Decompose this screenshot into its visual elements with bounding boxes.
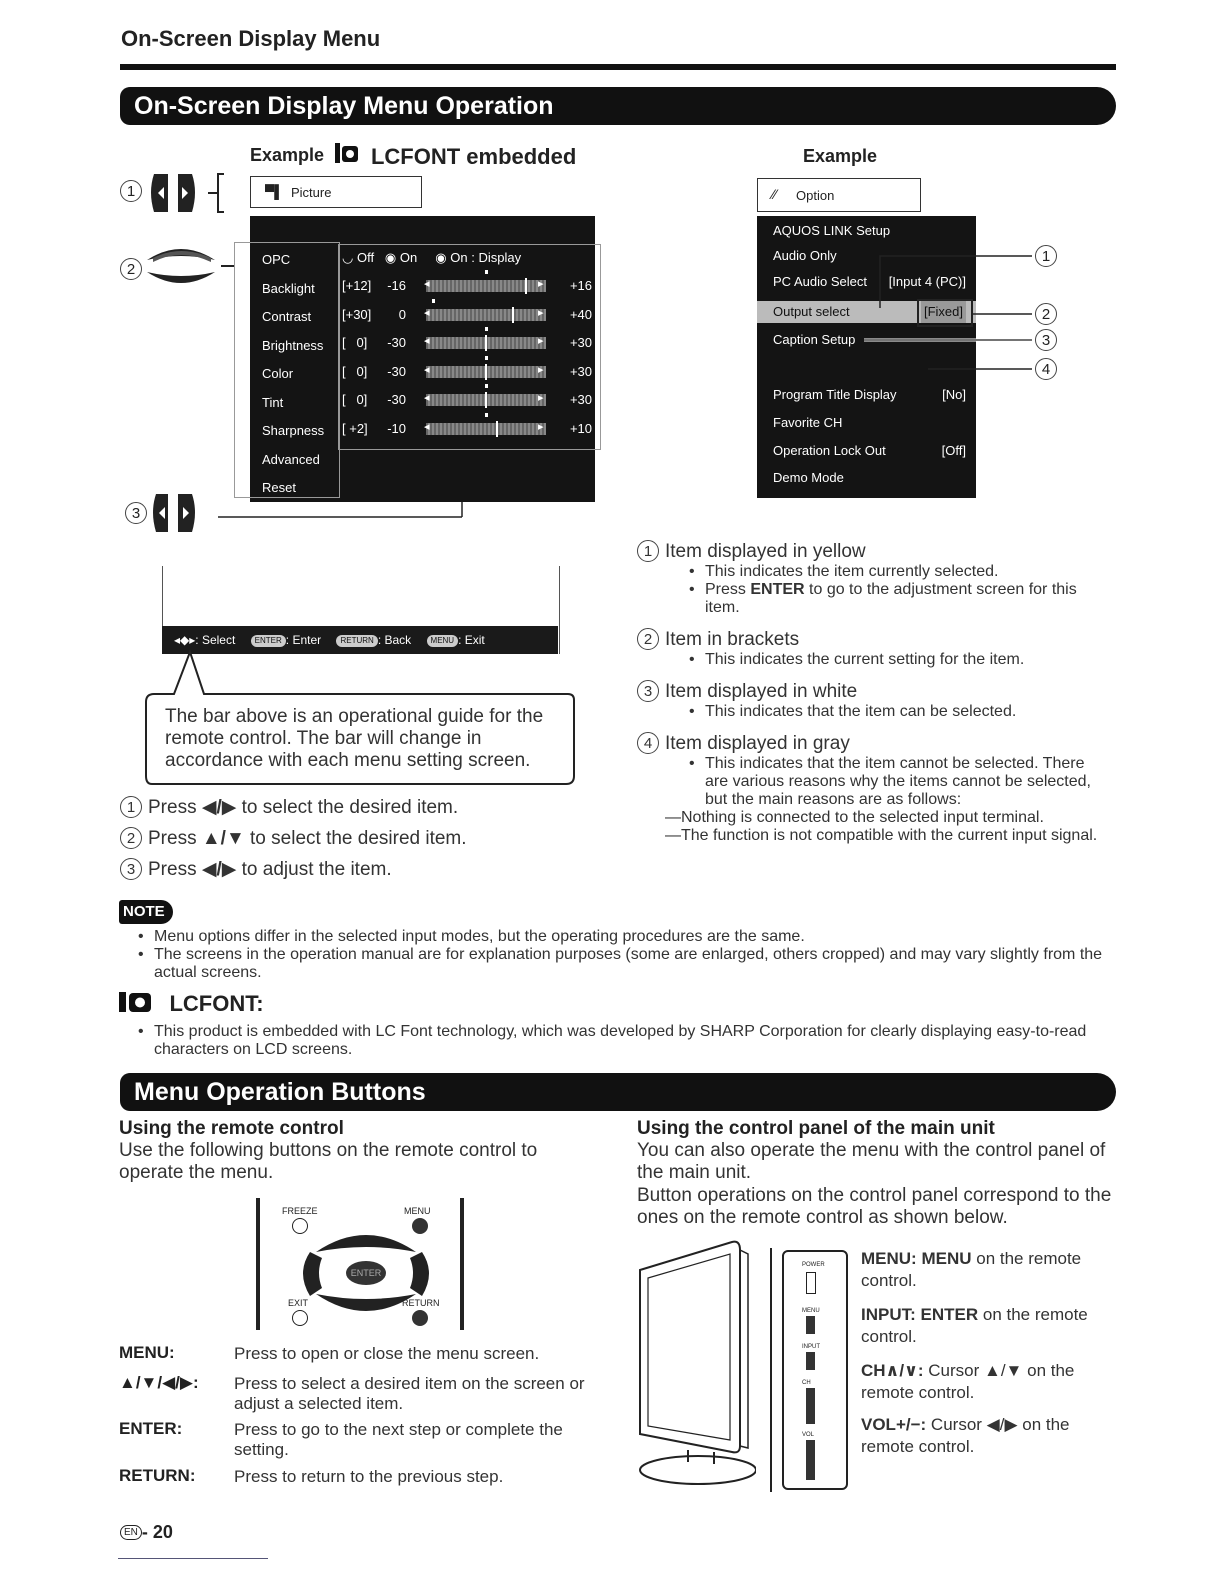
step-1: 1 Press ◀/▶ to select the desired item. (120, 796, 590, 827)
slider-min: -30 (387, 335, 406, 350)
slider-right-arrow-icon: ▸ (538, 335, 544, 347)
svg-text:ENTER: ENTER (350, 1268, 382, 1278)
return-button[interactable] (412, 1310, 428, 1326)
lcfont-logo-icon (119, 990, 155, 1014)
page-number: EN - 20 (120, 1522, 173, 1543)
slider-row (342, 421, 592, 437)
panel-menu-button[interactable] (806, 1316, 815, 1334)
slider-center-mark (485, 356, 488, 360)
example-left-heading (250, 142, 610, 170)
remote-edge-right (460, 1198, 464, 1330)
option-item[interactable] (757, 440, 976, 462)
panel-vol-button[interactable] (806, 1440, 815, 1480)
option-item-label: Demo Mode (773, 470, 844, 485)
slider-bracket-value: [ 0] (342, 363, 368, 379)
panel-intro-2: Button operations on the control panel correspond to the ones on the remote control as shown below. (637, 1185, 1112, 1228)
opc-display-icon: ◉ (435, 250, 447, 265)
option-item-value: [No] (942, 387, 966, 402)
option-item-label: AQUOS LINK Setup (773, 223, 891, 238)
slider-row (342, 278, 592, 294)
enter-key-icon: ENTER (251, 635, 286, 647)
up-down-buttons-icon (143, 242, 238, 292)
slider-center-mark (485, 327, 488, 331)
picture-osd-screen (250, 216, 595, 502)
slider-max: +30 (569, 392, 592, 407)
osd-item-advanced: Advanced (262, 451, 320, 467)
header-rule (120, 64, 1116, 70)
left-button[interactable] (303, 1252, 322, 1296)
marker-3-right: 3 (1035, 329, 1063, 351)
slider-min: 0 (398, 306, 406, 322)
slider-right-arrow-icon: ▸ (538, 363, 544, 376)
slider-right-arrow-icon: ▸ (538, 420, 544, 433)
step-3: 3 Press ◀/▶ to adjust the item. (120, 858, 590, 889)
slider-left-arrow-icon: ◂ (424, 363, 430, 376)
opc-options: ◡ Off ◉ On ◉ On : Display (342, 250, 522, 265)
slider-right-arrow-icon: ▸ (538, 306, 544, 319)
panel-mappings (861, 1248, 1111, 1458)
slider-row (342, 335, 592, 351)
legend-item-1: 1 Item displayed in yellow • This indicates the item currently selected. • Press ENTER to go to the adjustment screen for this item. (637, 540, 1107, 628)
slider-min: -30 (387, 363, 406, 379)
mapping-ch: CH∧/∨: Cursor ▲/▼ on the remote control. (861, 1361, 1075, 1402)
slider-center-mark (485, 270, 488, 274)
slider-knob[interactable] (485, 392, 487, 408)
option-menu-title: ⁄⁄ Option (757, 178, 921, 212)
banner-menu-buttons: Menu Operation Buttons (120, 1073, 1116, 1111)
slider-bracket-value: [+12] (342, 278, 372, 293)
osd-item-contrast: Contrast (262, 309, 312, 324)
return-key-icon: RETURN (336, 635, 377, 647)
section-title: On-Screen Display Menu (121, 26, 381, 51)
right-button[interactable] (410, 1252, 429, 1296)
panel-ch-button[interactable] (806, 1388, 815, 1424)
remote-illustration: FREEZE MENU ENTER EXIT RETURN (256, 1198, 468, 1330)
slider-bracket-value: [+30] (342, 306, 372, 322)
slider-track[interactable] (426, 280, 546, 292)
osd-item-sharpness: Sharpness (262, 423, 325, 438)
mapping-menu: MENU: MENU on the remote control. (861, 1249, 1082, 1290)
slider-max: +30 (569, 335, 592, 350)
slider-knob[interactable] (512, 307, 514, 323)
option-item[interactable] (757, 412, 976, 434)
left-right-buttons-icon (148, 168, 238, 218)
panel-intro-1: You can also operate the menu with the control panel of the main unit. (637, 1140, 1106, 1183)
option-item-value: [Off] (941, 443, 966, 458)
picture-menu-title: ▀▌ Picture (250, 176, 422, 208)
guide-bar: ◂◆▸: Select ENTER : Enter RETURN : Back MENU : Exit (162, 626, 558, 654)
slider-left-arrow-icon: ◂ (424, 278, 430, 290)
legend-item-4: 4 Item displayed in gray • This indicates that the item cannot be selected. There are various reasons why the items cannot be selected, but the main reasons are as follows: —Nothing is connected to the selected input terminal. —The function is not compatible with the current input signal. (637, 732, 1107, 845)
exit-button[interactable] (292, 1310, 308, 1326)
slider-row (342, 307, 592, 323)
osd-item-opc: OPC (262, 252, 291, 267)
slider-min: -30 (387, 392, 406, 407)
picture-icon: ▀▌ (265, 184, 284, 199)
panel-edge (770, 1248, 772, 1492)
option-icon: ⁄⁄ (772, 186, 777, 202)
control-panel: POWER MENU INPUT CH VOL (782, 1250, 848, 1490)
slider-left-arrow-icon: ◂ (424, 420, 430, 433)
slider-bracket-value: [ 0] (342, 335, 368, 350)
osd-item-brightness: Brightness (262, 337, 324, 353)
legend-enter-bullet: • Press ENTER to go to the adjustment screen for this item. (705, 581, 1107, 617)
option-item-label: Output select (773, 304, 850, 319)
legend (637, 540, 1107, 845)
option-item-label: Caption Setup (773, 332, 856, 347)
slider-left-arrow-icon: ◂ (424, 392, 430, 404)
osd-item-tint: Tint (262, 394, 284, 410)
example-left-suffix: LCFONT embedded (370, 144, 577, 169)
marker-4-right: 4 (1035, 358, 1063, 380)
slider-knob[interactable] (525, 278, 527, 294)
option-item-label: Operation Lock Out (773, 443, 886, 458)
slider-center-mark (432, 299, 435, 303)
slider-center-mark (485, 384, 488, 388)
steps-list (120, 796, 590, 889)
legend-dash-2: —The function is not compatible with the current input signal. (665, 827, 1098, 844)
right-marker-lines (860, 240, 1060, 390)
footer-rule (118, 1558, 268, 1559)
slider-track[interactable] (426, 309, 546, 321)
option-item-label: Audio Only (773, 248, 837, 263)
slider-knob[interactable] (485, 364, 487, 380)
osd-item-backlight: Backlight (262, 280, 315, 296)
note-badge: NOTE (119, 900, 173, 924)
slider-knob[interactable] (485, 335, 487, 351)
remote-intro: Use the following buttons on the remote control to operate the menu. (119, 1140, 538, 1183)
legend-item-3: 3 Item displayed in white • This indicates that the item can be selected. (637, 680, 1107, 732)
panel-input-button[interactable] (806, 1352, 815, 1370)
slider-bracket-value: [ 0] (342, 392, 368, 407)
up-button[interactable] (316, 1235, 416, 1252)
example-label: Example (250, 145, 325, 165)
slider-max: +30 (569, 363, 592, 379)
slider-min: -10 (387, 420, 406, 436)
option-item-label: PC Audio Select (773, 274, 867, 289)
option-item-value: [Input 4 (PC)] (888, 274, 966, 289)
marker-2-left: 2 (120, 258, 148, 280)
option-item-label: Program Title Display (773, 387, 897, 402)
slider-row (342, 392, 592, 408)
remote-heading: Using the remote control (119, 1118, 344, 1139)
remote-edge-left (256, 1198, 260, 1330)
option-item[interactable] (757, 467, 976, 489)
opc-on-icon: ◉ (384, 250, 397, 265)
mapping-vol: VOL+/−: Cursor ◀/▶ on the remote control. (861, 1415, 1070, 1456)
step-2: 2 Press ▲/▼ to select the desired item. (120, 827, 590, 858)
option-item[interactable] (757, 220, 976, 242)
slider-track[interactable] (426, 423, 546, 435)
menu-key-icon: MENU (427, 635, 459, 647)
callout-text: The bar above is an operational guide for the remote control. The bar will change in accordance with each menu setting screen. (165, 706, 544, 771)
slider-max: +10 (569, 420, 592, 436)
slider-max: +16 (569, 278, 592, 293)
option-item-label: Favorite CH (773, 415, 843, 430)
note-list: • Menu options differ in the selected input modes, but the operating procedures are the same. • The screens in the operation manual are for explanation purposes (some are enlarged, others cropped) and may vary slightly from the actual screens. (136, 928, 1111, 982)
tv-illustration (636, 1238, 756, 1488)
slider-left-arrow-icon: ◂ (424, 306, 430, 319)
slider-center-mark (485, 413, 488, 417)
legend-dash-1: —Nothing is connected to the selected input terminal. (665, 809, 1044, 826)
osd-item-reset: Reset (262, 480, 296, 495)
lcfont-desc: • This product is embedded with LC Font technology, which was developed by SHARP Corporation for clearly displaying easy-to-read characters on LCD screens. (136, 1023, 1111, 1059)
select-arrows-icon: ◂◆▸ (174, 633, 196, 647)
marker-1-left: 1 (120, 180, 148, 202)
slider-bracket-value: [ +2] (342, 420, 368, 436)
panel-power-button[interactable] (806, 1272, 816, 1294)
slider-left-arrow-icon: ◂ (424, 335, 430, 347)
opc-off-icon: ◡ (342, 250, 354, 265)
slider-max: +40 (569, 306, 592, 322)
lang-badge: EN (120, 1525, 142, 1540)
slider-min: -16 (387, 278, 406, 293)
osd-item-color: Color (262, 366, 294, 381)
slider-knob[interactable] (496, 421, 498, 437)
panel-heading: Using the control panel of the main unit (637, 1118, 995, 1139)
slider-row (342, 364, 592, 380)
legend-item-2: 2 Item in brackets • This indicates the current setting for the item. (637, 628, 1107, 680)
marker-2-right: 2 (1035, 303, 1063, 325)
mapping-input: INPUT: ENTER on the remote control. (861, 1305, 1088, 1346)
example-right-heading: Example (803, 146, 878, 166)
lcfont-icon (335, 142, 359, 164)
slider-right-arrow-icon: ▸ (538, 392, 544, 404)
down-button[interactable] (316, 1294, 416, 1311)
lcfont-heading: LCFONT: (119, 990, 519, 1018)
marker-1-right: 1 (1035, 245, 1063, 267)
option-item-value: [Fixed] (921, 301, 966, 323)
slider-right-arrow-icon: ▸ (538, 278, 544, 290)
marker-3-left: 3 (125, 502, 153, 524)
banner-osd-operation: On-Screen Display Menu Operation (120, 87, 1116, 125)
